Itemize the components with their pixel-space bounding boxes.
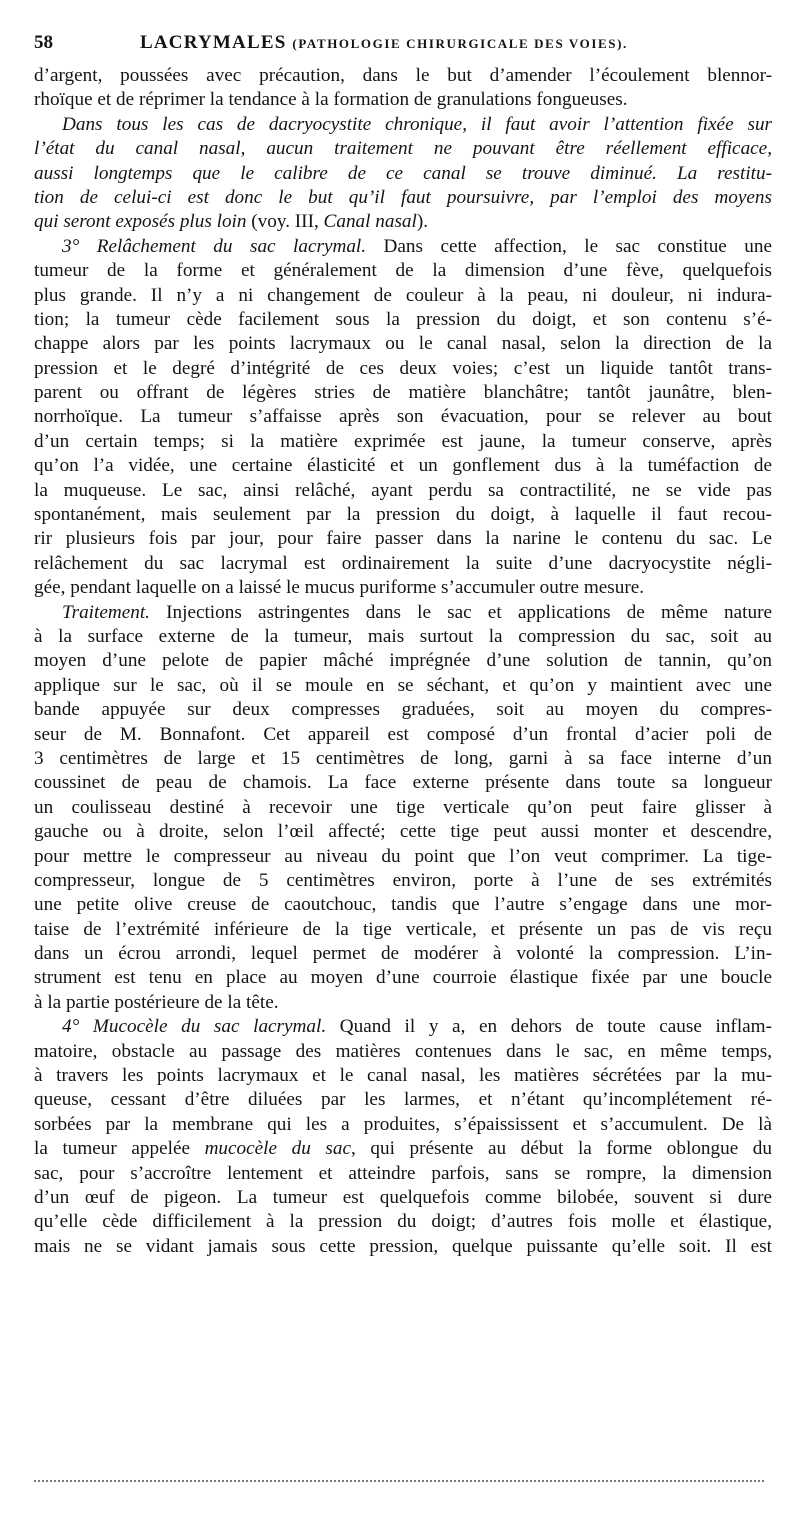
text-line: seur de M. Bonnafont. Cet appareil est composé d’un frontal d’acier poli de: [34, 723, 772, 745]
text-line: qu’elle cède difficilement à la pression du doigt; d’autres fois molle et élastique,: [34, 1211, 772, 1233]
text-span: Dans cette affection, le sac constitue une: [366, 235, 772, 257]
section-heading: 4° Mucocèle du sac lacrymal.: [62, 1016, 327, 1038]
page-number: 58: [34, 32, 53, 53]
text-line: à la surface externe de la tumeur, mais surtout la compression du sac, soit au: [34, 625, 772, 647]
text-line: parent ou offrant de légères stries de matière blanchâtre; tantôt jaunâtre, blen-: [34, 382, 772, 404]
text-line: pour mettre le compresseur au niveau du point que l’on veut comprimer. La tige-: [34, 845, 772, 867]
text-line: d’un œuf de pigeon. La tumeur est quelquefois comme bilobée, souvent si dure: [34, 1186, 772, 1208]
text-span: Quand il y a, en dehors de toute cause inflam-: [326, 1016, 772, 1038]
text-line: moyen d’une pelote de papier mâché imprégnée d’une solution de tannin, qu’on: [34, 650, 772, 672]
text-line: d’argent, poussées avec précaution, dans le but d’amender l’écoulement blennor-: [34, 65, 772, 86]
text-span: , qui présente au début la forme oblongue du: [350, 1138, 772, 1160]
text-line: [34, 601, 772, 625]
text-line: un coulisseau destiné à recevoir une tige verticale qu’on peut faire glisser à: [34, 796, 772, 818]
text-line: compresseur, longue de 5 centimètres environ, porte à l’une de ses extrémités: [34, 869, 772, 891]
text-line: 3 centimètres de large et 15 centimètres de long, garni à sa face interne d’un: [34, 747, 772, 769]
text-line: [34, 1015, 772, 1039]
text-line: [34, 1137, 772, 1161]
text-line: bande appuyée sur deux compresses graduées, soit au moyen du compres-: [34, 699, 772, 721]
text-line: tion; la tumeur cède facilement sous la pression du doigt, et son contenu s’é-: [34, 308, 772, 330]
text-line: spontanément, mais seulement par la pression du doigt, à laquelle il faut recou-: [34, 504, 772, 526]
text-line: rir plusieurs fois par jour, pour faire passer dans la narine le contenu du sac. Le: [34, 528, 772, 550]
text-line: [34, 235, 772, 259]
running-head-subtitle: (PATHOLOGIE CHIRURGICALE DES VOIES).: [292, 36, 628, 51]
text-line: tion de celui-ci est donc le but qu’il faut poursuivre, par l’emploi des moyens: [34, 186, 772, 208]
text-line: d’un certain temps; si la matière exprimée est jaune, la tumeur conserve, après: [34, 430, 772, 452]
text-line: pression et le degré d’intégrité de ces deux voies; c’est un liquide tantôt trans-: [34, 357, 772, 379]
text-span: Injections astringentes dans le sac et applications de même nature: [149, 601, 772, 623]
text-line: gauche ou à droite, selon l’œil affecté; cette tige peut aussi monter et descendre,: [34, 821, 772, 843]
text-line: applique sur le sac, où il se moule en se séchant, et qu’on y maintient avec une: [34, 674, 772, 696]
section-heading: 3° Relâchement du sac lacrymal.: [62, 235, 367, 257]
body-text: [34, 64, 772, 1259]
text-line: sac, pour s’accroître lentement et atteindre parfois, sans se rompre, la dimension: [34, 1162, 772, 1184]
text-line: norrhoïque. La tumeur s’affaisse après son évacuation, pour se relever au bout: [34, 406, 772, 428]
text-line: tumeur de la forme et généralement de la dimension d’une fève, quelquefois: [34, 260, 772, 282]
running-head: [140, 32, 628, 54]
text-line: relâchement du sac lacrymal est ordinairement la suite d’une dacryocystite négli-: [34, 552, 772, 574]
text-line: qu’on l’a vidée, une certaine élasticité et un gonflement dus à la tuméfaction de: [34, 455, 772, 477]
text-span: ).: [416, 211, 429, 233]
text-line: à la partie postérieure de la tête.: [34, 991, 279, 1013]
text-line: matoire, obstacle au passage des matières contenues dans le sac, en même temps,: [34, 1040, 772, 1062]
text-line: à travers les points lacrymaux et le canal nasal, les matières sécrétées par la mu-: [34, 1065, 772, 1087]
text-line: dans un écrou arrondi, lequel permet de modérer à volonté la compression. L’in-: [34, 943, 772, 965]
text-line: la muqueuse. Le sac, ainsi relâché, ayant perdu sa contractilité, ne se vide pas: [34, 479, 772, 501]
page-header: [34, 24, 774, 60]
text-line: gée, pendant laquelle on a laissé le mucus puriforme s’accumuler outre mesure.: [34, 577, 645, 599]
text-span: qui seront exposés plus loin: [34, 211, 247, 233]
text-line: [34, 210, 772, 234]
text-line: taise de l’extrémité inférieure de la tige verticale, et présente un pas de vis reçu: [34, 918, 772, 940]
text-line: plus grande. Il n’y a ni changement de couleur à la peau, ni douleur, ni indura-: [34, 284, 772, 306]
text-line: Dans tous les cas de dacryocystite chronique, il faut avoir l’attention fixée sur: [62, 113, 772, 135]
section-heading: Traitement.: [62, 601, 150, 623]
text-span: (voy. III,: [246, 211, 324, 233]
text-span: mucocèle du sac: [204, 1138, 351, 1160]
text-line: rhoïque et de réprimer la tendance à la formation de granulations fongueuses.: [34, 89, 628, 111]
text-span: Canal nasal: [323, 211, 417, 233]
text-line: strument est tenu en place au moyen d’une courroie élastique fixée par une boucle: [34, 967, 772, 989]
text-line: mais ne se vidant jamais sous cette pression, quelque puissante qu’elle soit. Il est: [34, 1235, 772, 1257]
text-span: la tumeur appelée: [34, 1138, 205, 1160]
text-line: l’état du canal nasal, aucun traitement ne pouvant être réellement efficace,: [34, 138, 772, 160]
text-line: queuse, cessant d’être diluées par les larmes, et n’étant qu’incomplétement ré-: [34, 1089, 772, 1111]
running-head-title: LACRYMALES: [140, 32, 287, 53]
footer-dotted-rule: [34, 1480, 764, 1482]
text-line: coussinet de peau de chamois. La face externe présente dans toute sa longueur: [34, 772, 772, 794]
text-line: une petite olive creuse de caoutchouc, tandis que l’autre s’engage dans une mor-: [34, 894, 772, 916]
text-line: chappe alors par les points lacrymaux ou le canal nasal, selon la direction de la: [34, 333, 772, 355]
text-line: aussi longtemps que le calibre de ce canal se trouve diminué. La restitu-: [34, 162, 772, 184]
text-line: sorbées par la membrane qui les a produites, s’épaississent et s’accumulent. De là: [34, 1113, 772, 1135]
